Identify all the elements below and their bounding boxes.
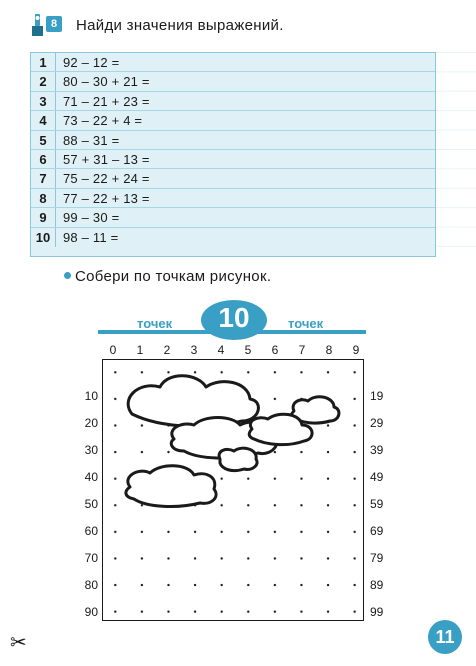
cloud-bottom xyxy=(126,466,216,507)
row-number: 2 xyxy=(31,72,56,90)
column-label: 4 xyxy=(217,343,225,357)
row-end-label: 39 xyxy=(370,443,384,457)
row-start-label: 70 xyxy=(84,551,98,565)
table-row xyxy=(31,150,435,169)
row-number: 5 xyxy=(31,131,56,149)
table-row xyxy=(31,131,435,150)
table-row xyxy=(31,189,435,208)
clouds-drawing xyxy=(102,359,364,621)
banner-right-label: точек xyxy=(288,316,324,331)
row-expression: 80 – 30 + 21 = xyxy=(63,74,150,90)
row-end-label: 89 xyxy=(370,578,384,592)
row-start-label: 20 xyxy=(84,416,98,430)
column-label: 5 xyxy=(244,343,252,357)
row-expression: 75 – 22 + 24 = xyxy=(63,171,150,187)
row-number: 9 xyxy=(31,208,56,226)
row-start-label: 10 xyxy=(84,389,98,403)
row-end-label: 59 xyxy=(370,497,384,511)
table-row xyxy=(31,208,435,227)
cloud-bottom-small xyxy=(219,448,257,470)
row-expression: 99 – 30 = xyxy=(63,210,120,226)
scissors-icon: ✂ xyxy=(10,632,27,654)
row-expression: 88 – 31 = xyxy=(63,132,120,148)
row-number: 1 xyxy=(31,53,56,71)
cloud-large xyxy=(128,376,258,427)
row-end-label: 69 xyxy=(370,524,384,538)
column-label: 3 xyxy=(190,343,198,357)
instruction-text: Собери по точкам рисунок. xyxy=(75,268,272,285)
table-row xyxy=(31,228,435,247)
row-expression: 77 – 22 + 13 = xyxy=(63,190,150,206)
row-end-label: 19 xyxy=(370,389,384,403)
table-row xyxy=(31,92,435,111)
row-expression: 73 – 22 + 4 = xyxy=(63,113,143,129)
row-start-label: 60 xyxy=(84,524,98,538)
banner-left-label: точек xyxy=(137,316,173,331)
table-row xyxy=(31,53,435,72)
row-start-label: 80 xyxy=(84,578,98,592)
table-row xyxy=(31,169,435,188)
row-number: 10 xyxy=(31,228,56,247)
row-end-label: 29 xyxy=(370,416,384,430)
task-number-badge: 8 xyxy=(46,16,62,32)
bullet-icon xyxy=(64,272,71,279)
column-label: 0 xyxy=(109,343,117,357)
row-expression: 71 – 21 + 23 = xyxy=(63,93,150,109)
row-start-label: 40 xyxy=(84,470,98,484)
row-end-label: 99 xyxy=(370,605,384,619)
table-row xyxy=(31,72,435,91)
column-label: 1 xyxy=(136,343,144,357)
column-label: 2 xyxy=(163,343,171,357)
row-expression: 57 + 31 – 13 = xyxy=(63,152,150,167)
page-number: 11 xyxy=(428,620,462,654)
task-title: Найди значения выражений. xyxy=(76,17,284,34)
banner-number: 10 xyxy=(218,302,250,333)
row-expression: 92 – 12 = xyxy=(63,55,120,70)
row-expression: 98 – 11 = xyxy=(63,229,119,245)
row-number: 8 xyxy=(31,189,56,207)
pen-in-hand-icon xyxy=(30,12,46,40)
column-label: 8 xyxy=(325,343,333,357)
column-label: 9 xyxy=(352,343,360,357)
row-start-label: 50 xyxy=(84,497,98,511)
column-label: 6 xyxy=(271,343,279,357)
row-end-label: 79 xyxy=(370,551,384,565)
column-label: 7 xyxy=(298,343,306,357)
expressions-table xyxy=(30,52,436,257)
row-number: 4 xyxy=(31,111,56,129)
table-row xyxy=(31,111,435,130)
row-start-label: 90 xyxy=(84,605,98,619)
row-number: 3 xyxy=(31,92,56,110)
row-start-label: 30 xyxy=(84,443,98,457)
row-number: 7 xyxy=(31,169,56,187)
row-end-label: 49 xyxy=(370,470,384,484)
row-number: 6 xyxy=(31,150,56,168)
